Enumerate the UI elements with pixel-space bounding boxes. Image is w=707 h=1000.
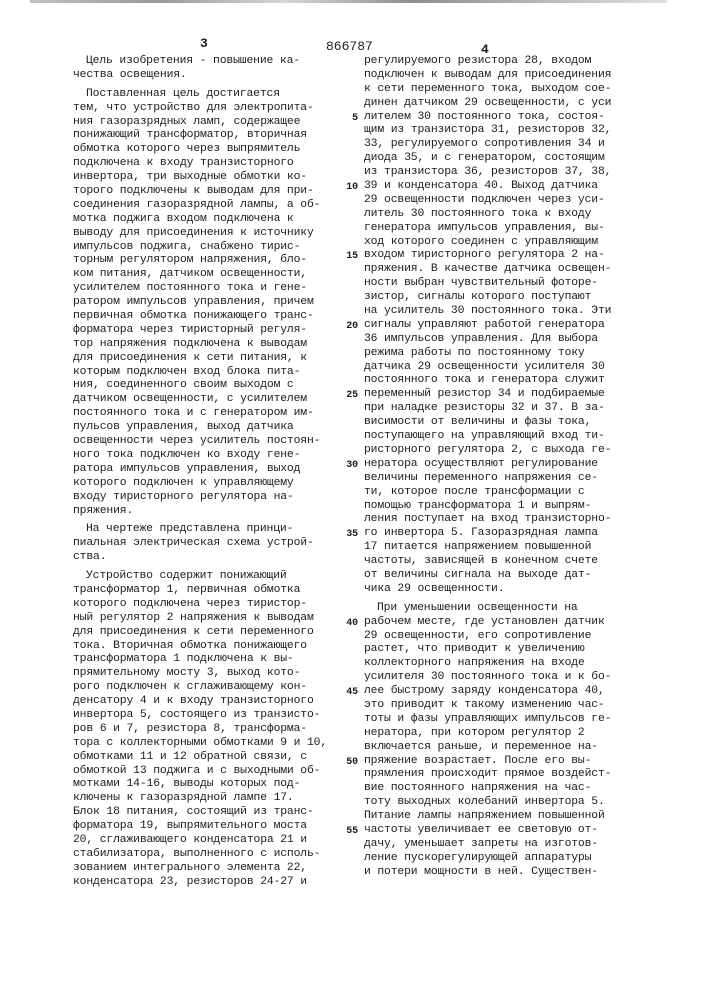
line-text: мотками 14-16, выводы которых под-: [73, 778, 300, 790]
line-text: диода 35, и с генератором, состоящим: [364, 152, 605, 164]
text-line: [73, 598, 333, 612]
line-text: ление пускорегулирующей аппаратуры: [364, 852, 591, 864]
line-number: 25: [344, 389, 358, 403]
line-text: обмотками 11 и 12 обратной связи, с: [73, 751, 307, 763]
text-line: [364, 291, 644, 305]
text-line: [73, 407, 333, 421]
line-text: тор напряжения подключена к выводам: [73, 338, 307, 350]
line-text: ния, соединенного своим выходом с: [73, 379, 294, 391]
text-line: [73, 751, 333, 765]
line-text: ный регулятор 2 напряжения к выводам: [73, 612, 314, 624]
text-line: [73, 254, 333, 268]
text-line: [73, 737, 333, 751]
line-text: ности выбран чувствительный фоторе-: [364, 277, 598, 289]
text-line: [73, 338, 333, 352]
text-line: [364, 643, 644, 657]
line-text: 36 импульсов управления. Для выбора: [364, 333, 598, 345]
line-text: обмоткой 13 поджига и с выходными об-: [73, 765, 320, 777]
line-text: висимости от величины и фазы тока,: [364, 416, 591, 428]
text-line: [73, 640, 333, 654]
text-line: [364, 388, 644, 402]
line-text: понижающий трансформатор, вторичная: [73, 129, 307, 141]
text-line: [364, 430, 644, 444]
text-line: [364, 796, 644, 810]
text-line: [364, 83, 644, 97]
line-text: обмотка которого через выпрямитель: [73, 143, 300, 155]
text-line: [73, 626, 333, 640]
line-text: форматора 19, выпрямительного моста: [73, 820, 307, 832]
line-text: ния газоразрядных ламп, содержащее: [73, 116, 300, 128]
line-text: лителем 30 постоянного тока, состоя-: [364, 111, 605, 123]
text-line: [73, 584, 333, 598]
line-text: к сети переменного тока, выходом сое-: [364, 83, 611, 95]
line-text: величины переменного напряжения се-: [364, 472, 598, 484]
text-line: [73, 379, 333, 393]
line-text: мотка поджига входом подключена к: [73, 213, 294, 225]
text-line: [73, 102, 333, 116]
line-text: первичная обмотка понижающего транс-: [73, 310, 314, 322]
line-text: ратором импульсов управления, причем: [73, 296, 314, 308]
text-line: [364, 500, 644, 514]
text-line: [73, 69, 333, 83]
line-text: 39 и конденсатора 40. Выход датчика: [364, 180, 598, 192]
line-text: пряжение возрастает. После его вы-: [364, 755, 591, 767]
text-line: [364, 374, 644, 388]
text-line: [364, 416, 644, 430]
line-text: переменный резистор 34 и подбираемые: [364, 388, 605, 400]
line-text: ления поступает на вход транзисторно-: [364, 513, 611, 525]
text-line: [364, 138, 644, 152]
line-text: нератора осуществляют регулирование: [364, 458, 598, 470]
text-line: [73, 848, 333, 862]
text-line: [73, 653, 333, 667]
text-line: [364, 513, 644, 527]
line-number: 5: [344, 112, 358, 126]
text-line: [364, 111, 644, 125]
line-text: трансформатора 1 подключена к вы-: [73, 653, 294, 665]
line-text: трансформатор 1, первичная обмотка: [73, 584, 300, 596]
text-line: [364, 277, 644, 291]
line-text: форматора через тиристорный регуля-: [73, 324, 307, 336]
text-line: [73, 129, 333, 143]
text-line: [364, 361, 644, 375]
line-number: 35: [344, 528, 358, 542]
text-line: [73, 709, 333, 723]
text-line: [364, 852, 644, 866]
text-line: [364, 458, 644, 472]
text-line: [364, 97, 644, 111]
text-line: [364, 713, 644, 727]
line-text: постоянного тока и с генератором им-: [73, 407, 314, 419]
line-text: входу тиристорного регулятора на-: [73, 491, 294, 503]
line-text: выводу для присоединения к источнику: [73, 227, 314, 239]
line-text: При уменьшении освещенности на: [377, 602, 578, 614]
text-line: [364, 222, 644, 236]
line-text: конденсатора 23, резисторов 24-27 и: [73, 876, 307, 888]
line-text: го инвертора 5. Газоразрядная лампа: [364, 527, 598, 539]
line-text: чества освещения.: [73, 69, 187, 81]
text-line: [364, 755, 644, 769]
line-text: ратора импульсов управления, выход: [73, 463, 300, 475]
line-text: частоты, зависящей в конечном счете: [364, 555, 598, 567]
line-text: инвертора 5, состоящего из транзисто-: [73, 709, 320, 721]
text-line: [73, 667, 333, 681]
line-text: тоту выходных колебаний инвертора 5.: [364, 796, 605, 808]
text-line: [73, 282, 333, 296]
line-text: усилителем постоянного тока и гене-: [73, 282, 307, 294]
line-number: 15: [344, 250, 358, 264]
left-page-number: 3: [200, 36, 208, 51]
text-line: [364, 671, 644, 685]
text-line: [73, 806, 333, 820]
line-text: и потери мощности в ней. Существен-: [364, 866, 598, 878]
text-line: [364, 180, 644, 194]
line-text: тора с коллекторными обмотками 9 и 10,: [73, 737, 327, 749]
text-line: [73, 296, 333, 310]
text-line: [73, 116, 333, 130]
text-line: [73, 477, 333, 491]
line-number: 50: [344, 756, 358, 770]
line-text: растет, что приводит к увеличению: [364, 643, 585, 655]
line-text: коллекторного напряжения на входе: [364, 657, 585, 669]
line-text: режима работы по постоянному току: [364, 347, 585, 359]
text-line: [364, 824, 644, 838]
line-text: Питание лампы напряжением повышенной: [364, 810, 605, 822]
line-number: 45: [344, 686, 358, 700]
line-text: входом тиристорного регулятора 2 на-: [364, 249, 605, 261]
line-text: подключен к выводам для присоединения: [364, 69, 611, 81]
text-line: [73, 435, 333, 449]
patent-number: 866787: [326, 39, 373, 54]
text-line: [364, 444, 644, 458]
text-line: [364, 583, 644, 597]
line-text: которого подключен к управляющему: [73, 477, 294, 489]
right-text-column: [364, 55, 644, 880]
line-text: торным регулятором напряжения, бло-: [73, 254, 307, 266]
line-text: ком питания, датчиком освещенности,: [73, 268, 307, 280]
line-text: ход которого соединен с управляющим: [364, 236, 598, 248]
line-text: ристорного регулятора 2, с выхода ге-: [364, 444, 611, 456]
line-text: зистор, сигналы которого поступают: [364, 291, 591, 303]
text-line: [364, 527, 644, 541]
line-text: 29 освещенности подключен через уси-: [364, 194, 605, 206]
text-line: [364, 657, 644, 671]
line-text: генератора импульсов управления, вы-: [364, 222, 605, 234]
text-line: [364, 194, 644, 208]
text-line: [364, 249, 644, 263]
text-line: [73, 310, 333, 324]
left-text-column: [73, 55, 333, 890]
text-line: [364, 741, 644, 755]
line-text: Поставленная цель достигается: [86, 88, 280, 100]
text-line: [73, 570, 333, 584]
line-text: частоты увеличивает ее световую от-: [364, 824, 598, 836]
line-number: 40: [344, 617, 358, 631]
line-number: 20: [344, 320, 358, 334]
text-line: [364, 541, 644, 555]
line-text: сигналы управляют работой генератора: [364, 319, 605, 331]
text-line: [73, 241, 333, 255]
line-text: зованием интегрального элемента 22,: [73, 862, 307, 874]
text-line: [73, 199, 333, 213]
text-line: [364, 782, 644, 796]
line-text: это приводит к такому изменению час-: [364, 699, 605, 711]
line-text: 17 питается напряжением повышенной: [364, 541, 591, 553]
text-line: [364, 768, 644, 782]
text-line: [73, 88, 333, 102]
text-line: [364, 555, 644, 569]
line-text: для присоединения к сети переменного: [73, 626, 314, 638]
text-line: [73, 862, 333, 876]
line-text: ти, которое после трансформации с: [364, 486, 585, 498]
text-line: [364, 630, 644, 644]
line-text: помощью трансформатора 1 и выпрям-: [364, 500, 591, 512]
line-text: при наладке резисторы 32 и 37. В за-: [364, 402, 605, 414]
text-line: [364, 727, 644, 741]
scan-edge-artifact: [30, 0, 667, 3]
line-number: 10: [344, 181, 358, 195]
text-line: [73, 792, 333, 806]
line-text: пульсов управления, выход датчика: [73, 421, 294, 433]
right-page-number: 4: [481, 42, 489, 57]
line-text: тем, что устройство для электропита-: [73, 102, 314, 114]
line-text: пряжения.: [73, 505, 133, 517]
line-text: денсатору 4 и к входу транзисторного: [73, 695, 314, 707]
line-text: из транзистора 36, резисторов 37, 38,: [364, 166, 611, 178]
line-text: тока. Вторичная обмотка понижающего: [73, 640, 307, 652]
text-line: [73, 352, 333, 366]
text-line: [364, 69, 644, 83]
text-line: [364, 602, 644, 616]
line-text: рого подключен к сглаживающему кон-: [73, 681, 307, 693]
text-line: [73, 157, 333, 171]
line-text: пиальная электрическая схема устрой-: [73, 537, 314, 549]
text-line: [364, 838, 644, 852]
line-text: датчика 29 освещенности усилителя 30: [364, 361, 605, 373]
text-line: [73, 366, 333, 380]
text-line: [364, 263, 644, 277]
text-line: [73, 463, 333, 477]
line-text: чика 29 освещенности.: [364, 583, 504, 595]
text-line: [73, 491, 333, 505]
line-text: которого подключена через тиристор-: [73, 598, 307, 610]
text-line: [73, 523, 333, 537]
line-text: освещенности через усилитель постоян-: [73, 435, 320, 447]
line-text: ства.: [73, 551, 106, 563]
line-number: 55: [344, 825, 358, 839]
text-line: [73, 393, 333, 407]
text-line: [364, 866, 644, 880]
line-text: постоянного тока и генератора служит: [364, 374, 605, 386]
text-line: [364, 305, 644, 319]
text-line: [364, 347, 644, 361]
text-line: [73, 185, 333, 199]
line-text: ного тока подключен ко входу гене-: [73, 449, 300, 461]
line-text: прямительному мосту 3, выход кото-: [73, 667, 300, 679]
text-line: [364, 486, 644, 500]
line-text: подключена к входу транзисторного: [73, 157, 294, 169]
text-line: [364, 472, 644, 486]
line-text: на усилитель 30 постоянного тока. Эти: [364, 305, 611, 317]
line-text: Устройство содержит понижающий: [86, 570, 287, 582]
line-text: поступающего на управляющий вход ти-: [364, 430, 605, 442]
line-text: стабилизатора, выполненного с исполь-: [73, 848, 320, 860]
text-line: [364, 616, 644, 630]
line-text: лее быстрому заряду конденсатора 40,: [364, 685, 605, 697]
text-line: [364, 55, 644, 69]
line-text: соединения газоразрядной лампы, а об-: [73, 199, 320, 211]
text-line: [364, 152, 644, 166]
text-line: [364, 236, 644, 250]
text-line: [364, 208, 644, 222]
line-text: тоты и фазы управляющих импульсов ге-: [364, 713, 611, 725]
text-line: [73, 421, 333, 435]
line-text: 20, сглаживающего конденсатора 21 и: [73, 834, 307, 846]
text-line: [364, 569, 644, 583]
line-text: инвертора, три выходные обмотки ко-: [73, 171, 307, 183]
text-line: [73, 268, 333, 282]
text-line: [73, 213, 333, 227]
text-line: [73, 723, 333, 737]
text-line: [73, 449, 333, 463]
text-line: [73, 324, 333, 338]
text-line: [73, 695, 333, 709]
line-text: литель 30 постоянного тока к входу: [364, 208, 591, 220]
text-line: [364, 319, 644, 333]
line-text: регулируемого резистора 28, входом: [364, 55, 591, 67]
text-line: [364, 402, 644, 416]
text-line: [73, 505, 333, 519]
line-text: динен датчиком 29 освещенности, с уси: [364, 97, 611, 109]
line-text: включается раньше, и переменное на-: [364, 741, 598, 753]
text-line: [364, 810, 644, 824]
text-line: [73, 227, 333, 241]
line-text: торого подключены к выводам для при-: [73, 185, 314, 197]
text-line: [364, 124, 644, 138]
line-text: от величины сигнала на выходе дат-: [364, 569, 591, 581]
text-line: [73, 876, 333, 890]
line-text: датчиком освещенности, с усилителем: [73, 393, 307, 405]
line-text: Блок 18 питания, состоящий из транс-: [73, 806, 314, 818]
text-line: [73, 551, 333, 565]
text-line: [364, 685, 644, 699]
line-text: дачу, уменьшает запреты на изготов-: [364, 838, 598, 850]
text-line: [73, 765, 333, 779]
line-text: усилителя 30 постоянного тока и к бо-: [364, 671, 611, 683]
line-text: щим из транзистора 31, резисторов 32,: [364, 124, 611, 136]
line-text: вие постоянного напряжения на час-: [364, 782, 591, 794]
line-text: рабочем месте, где установлен датчик: [364, 616, 605, 628]
text-line: [73, 171, 333, 185]
line-text: Цель изобретения - повышение ка-: [86, 55, 300, 67]
text-line: [364, 333, 644, 347]
text-line: [73, 820, 333, 834]
text-line: [364, 166, 644, 180]
line-text: нератора, при котором регулятор 2: [364, 727, 585, 739]
line-text: прямления происходит прямое воздейст-: [364, 768, 611, 780]
line-text: ключены к газоразрядной лампе 17.: [73, 792, 294, 804]
text-line: [364, 699, 644, 713]
text-line: [73, 537, 333, 551]
line-number: 30: [344, 459, 358, 473]
text-line: [73, 778, 333, 792]
text-line: [73, 143, 333, 157]
line-text: ров 6 и 7, резистора 8, трансформа-: [73, 723, 307, 735]
line-text: импульсов поджига, снабжено тирис-: [73, 241, 300, 253]
line-text: 33, регулируемого сопротивления 34 и: [364, 138, 605, 150]
text-line: [73, 681, 333, 695]
text-line: [73, 834, 333, 848]
text-line: [73, 55, 333, 69]
line-text: которым подключен вход блока пита-: [73, 366, 300, 378]
line-text: На чертеже представлена принци-: [86, 523, 293, 535]
text-line: [73, 612, 333, 626]
line-text: для присоединения к сети питания, к: [73, 352, 307, 364]
line-text: 29 освещенности, его сопротивление: [364, 630, 591, 642]
line-text: пряжения. В качестве датчика освещен-: [364, 263, 611, 275]
